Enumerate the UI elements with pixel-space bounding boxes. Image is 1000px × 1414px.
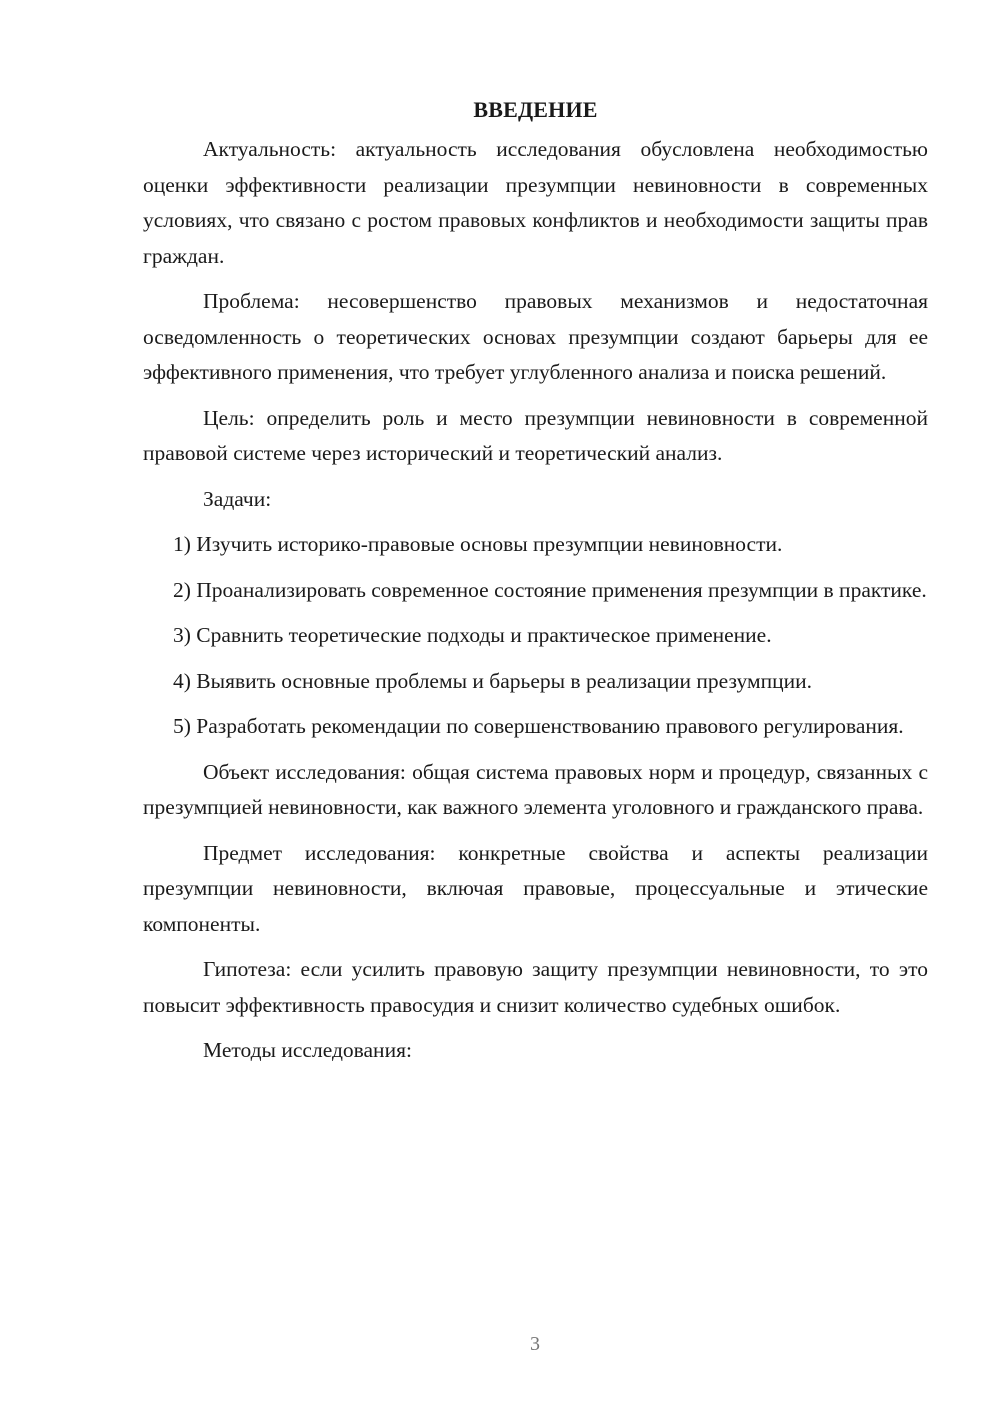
- document-page: [143, 92, 928, 1069]
- paragraph-hypothesis: Гипотеза: если усилить правовую защиту презумпции невиновности, то это повысит эффективность правосудия и снизит количество судебных ошибок.: [143, 957, 928, 1017]
- paragraph-goal: Цель: определить роль и место презумпции невиновности в современной правовой системе через исторический и теоретический анализ.: [143, 405, 928, 465]
- task-item-2: 2) Проанализировать современное состояние применения презумпции в практике.: [173, 577, 927, 602]
- paragraph-problem: Проблема: несовершенство правовых механизмов и недостаточная осведомленность о теоретических основах презумпции создают барьеры для ее эффективного применения, что требует углубленного анализа и поиска решений.: [143, 289, 928, 384]
- task-item-4: 4) Выявить основные проблемы и барьеры в реализации презумпции.: [173, 668, 812, 693]
- page-number: 3: [530, 1333, 540, 1355]
- methods-label: Методы исследования:: [203, 1038, 412, 1062]
- task-item-5: 5) Разработать рекомендации по совершенствованию правового регулирования.: [173, 714, 904, 738]
- paragraph-subject: Предмет исследования: конкретные свойства и аспекты реализации презумпции невиновности, включая правовые, процессуальные и этические компоненты.: [143, 840, 928, 936]
- page-title: ВВЕДЕНИЕ: [473, 97, 598, 122]
- paragraph-object: Объект исследования: общая система правовых норм и процедур, связанных с презумпцией невиновности, как важного элемента уголовного и гражданского права.: [143, 759, 928, 819]
- tasks-label: Задачи:: [203, 486, 272, 511]
- paragraph-relevance: Актуальность: актуальность исследования обусловлена необходимостью оценки эффективности реализации презумпции невиновности в современных условиях, что связано с ростом правовых конфликтов и необходимости защиты прав граждан.: [143, 137, 928, 268]
- task-item-1: 1) Изучить историко-правовые основы презумпции невиновности.: [173, 532, 783, 556]
- task-item-3: 3) Сравнить теоретические подходы и практическое применение.: [173, 623, 772, 647]
